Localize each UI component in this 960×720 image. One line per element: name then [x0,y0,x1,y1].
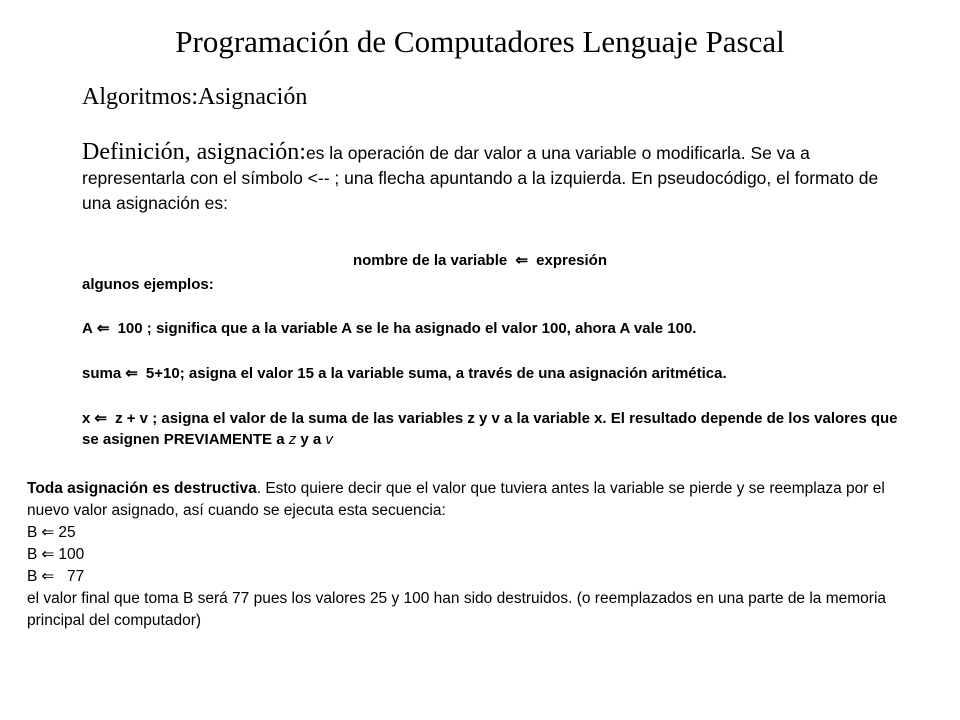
example-1 [82,318,902,339]
left-arrow-icon: ⇐ [41,568,55,585]
left-arrow-icon: ⇐ [41,524,55,541]
example-3-v: v [325,431,333,448]
destructive-bold: Toda asignación es destructiva [27,480,257,497]
sequence-value: 77 [58,568,85,585]
sequence-line-2 [27,544,927,566]
definition-paragraph [82,140,902,216]
sequence-value: 100 [58,546,85,563]
definition-text: es la operación de dar valor a una variable o modificarla. Se va a representarla con el símbolo <-- ; una flecha apuntando a la izquierda. En pseudocódigo, el formato de una asignación es: [82,143,879,213]
example-3-and: y a [296,431,326,448]
sequence-var: B [27,568,38,585]
section-subtitle: Algoritmos:Asignación [82,84,308,110]
sequence-var: B [27,546,38,563]
destructive-text-2: el valor final que toma B será 77 pues los valores 25 y 100 han sido destruidos. (o reemplazados en una parte de la memoria principal del computador) [27,590,887,629]
left-arrow-icon: ⇐ [94,410,107,427]
example-1-text: 100 ; significa que a la variable A se le ha asignado el valor 100, ahora A vale 100. [113,320,697,337]
sequence-line-1 [27,522,927,544]
definition-term: Definición, asignación: [82,139,306,165]
left-arrow-icon: ⇐ [125,365,138,382]
example-2 [82,363,902,384]
sequence-var: B [27,524,38,541]
page-title: Programación de Computadores Lenguaje Pascal [175,24,785,59]
formula-right: expresión [536,252,608,269]
example-2-text: 5+10; asigna el valor 15 a la variable suma, a través de una asignación aritmética. [141,365,727,382]
example-3-z: z [288,431,297,448]
example-3 [82,408,902,450]
sequence-line-3 [27,566,927,588]
examples-heading: algunos ejemplos: [82,276,214,293]
example-1-var: A [82,320,93,337]
formula-left: nombre de la variable [352,252,508,269]
left-arrow-icon: ⇐ [515,252,528,269]
example-3-text: z + v ; asigna el valor de la suma de las variables z y v a la variable x. El resultado depende de los valores que se asignen PREVIAMENTE a [82,410,898,448]
destructive-paragraph [27,478,927,632]
example-2-var: suma [82,365,122,382]
example-3-var: x [82,410,91,427]
sequence-value: 25 [58,524,76,541]
destructive-text-1: . Esto quiere decir que el valor que tuviera antes la variable se pierde y se reemplaza por el nuevo valor asignado, así cuando se ejecuta esta secuencia: [27,480,885,519]
left-arrow-icon: ⇐ [41,546,55,563]
left-arrow-icon: ⇐ [96,320,110,337]
assignment-format [0,250,960,272]
